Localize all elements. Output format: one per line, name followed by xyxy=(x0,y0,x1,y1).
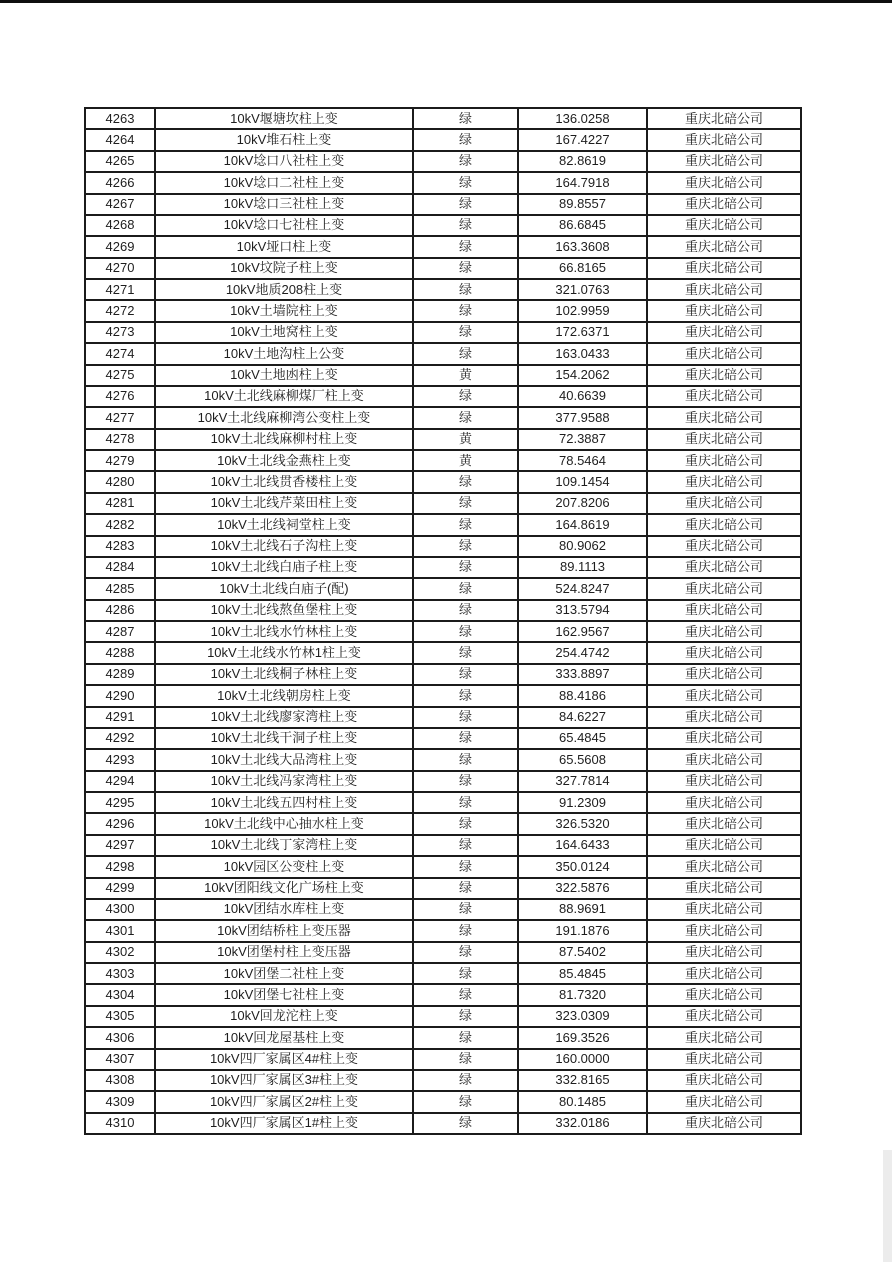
table-row xyxy=(85,1027,801,1048)
table-row xyxy=(85,813,801,834)
table-cell-value: 102.9959 xyxy=(518,300,647,321)
table-row xyxy=(85,279,801,300)
table-cell-value: 377.9588 xyxy=(518,407,647,428)
table-cell-company: 重庆北碚公司 xyxy=(647,407,801,428)
table-row xyxy=(85,642,801,663)
table-cell-serial: 4269 xyxy=(85,236,155,257)
table-cell-company: 重庆北碚公司 xyxy=(647,1113,801,1134)
table-row xyxy=(85,621,801,642)
table-cell-color: 黄 xyxy=(413,429,518,450)
table-cell-name: 10kV土地沟柱上公变 xyxy=(155,343,413,364)
table-cell-company: 重庆北碚公司 xyxy=(647,600,801,621)
table-cell-serial: 4264 xyxy=(85,129,155,150)
table-cell-name: 10kV土北线干洞子柱上变 xyxy=(155,728,413,749)
table-cell-value: 85.4845 xyxy=(518,963,647,984)
table-cell-value: 332.0186 xyxy=(518,1113,647,1134)
table-cell-color: 绿 xyxy=(413,322,518,343)
table-cell-name: 10kV四厂家属区1#柱上变 xyxy=(155,1113,413,1134)
table-cell-company: 重庆北碚公司 xyxy=(647,300,801,321)
table-row xyxy=(85,963,801,984)
table-cell-name: 10kV土北线大品湾柱上变 xyxy=(155,749,413,770)
table-row xyxy=(85,450,801,471)
table-cell-color: 绿 xyxy=(413,215,518,236)
table-cell-serial: 4304 xyxy=(85,984,155,1005)
table-cell-serial: 4270 xyxy=(85,258,155,279)
table-cell-value: 72.3887 xyxy=(518,429,647,450)
table-cell-serial: 4299 xyxy=(85,878,155,899)
table-row xyxy=(85,151,801,172)
table-cell-serial: 4310 xyxy=(85,1113,155,1134)
table-row xyxy=(85,343,801,364)
table-cell-company: 重庆北碚公司 xyxy=(647,685,801,706)
table-cell-color: 绿 xyxy=(413,942,518,963)
table-cell-company: 重庆北碚公司 xyxy=(647,557,801,578)
table-cell-value: 136.0258 xyxy=(518,108,647,129)
table-cell-color: 绿 xyxy=(413,557,518,578)
table-cell-value: 333.8897 xyxy=(518,664,647,685)
table-cell-name: 10kV埝口八社柱上变 xyxy=(155,151,413,172)
table-cell-company: 重庆北碚公司 xyxy=(647,450,801,471)
table-cell-company: 重庆北碚公司 xyxy=(647,429,801,450)
table-cell-serial: 4295 xyxy=(85,792,155,813)
table-row xyxy=(85,771,801,792)
table-row xyxy=(85,707,801,728)
table-cell-company: 重庆北碚公司 xyxy=(647,771,801,792)
table-cell-serial: 4279 xyxy=(85,450,155,471)
table-cell-color: 绿 xyxy=(413,749,518,770)
table-cell-serial: 4280 xyxy=(85,471,155,492)
table-cell-serial: 4275 xyxy=(85,365,155,386)
table-cell-color: 绿 xyxy=(413,878,518,899)
table-cell-name: 10kV土北线丁家湾柱上变 xyxy=(155,835,413,856)
table-cell-value: 327.7814 xyxy=(518,771,647,792)
table-cell-serial: 4277 xyxy=(85,407,155,428)
table-row xyxy=(85,129,801,150)
table-cell-name: 10kV土北线白庙子柱上变 xyxy=(155,557,413,578)
table-cell-value: 172.6371 xyxy=(518,322,647,343)
table-row xyxy=(85,322,801,343)
table-cell-name: 10kV团结桥柱上变压器 xyxy=(155,920,413,941)
table-cell-name: 10kV土北线金燕柱上变 xyxy=(155,450,413,471)
table-cell-company: 重庆北碚公司 xyxy=(647,365,801,386)
table-cell-name: 10kV土墙院柱上变 xyxy=(155,300,413,321)
table-cell-color: 绿 xyxy=(413,771,518,792)
table-cell-color: 绿 xyxy=(413,536,518,557)
table-cell-name: 10kV团堡七社柱上变 xyxy=(155,984,413,1005)
table-cell-company: 重庆北碚公司 xyxy=(647,1070,801,1091)
table-row xyxy=(85,685,801,706)
table-row xyxy=(85,172,801,193)
table-cell-value: 254.4742 xyxy=(518,642,647,663)
table-cell-name: 10kV土北线中心抽水柱上变 xyxy=(155,813,413,834)
table-cell-color: 绿 xyxy=(413,963,518,984)
table-cell-name: 10kV四厂家属区3#柱上变 xyxy=(155,1070,413,1091)
table-cell-serial: 4272 xyxy=(85,300,155,321)
table-cell-company: 重庆北碚公司 xyxy=(647,343,801,364)
table-cell-company: 重庆北碚公司 xyxy=(647,728,801,749)
table-row xyxy=(85,792,801,813)
table-cell-color: 绿 xyxy=(413,194,518,215)
table-cell-value: 91.2309 xyxy=(518,792,647,813)
table-cell-name: 10kV土北线麻柳湾公变柱上变 xyxy=(155,407,413,428)
table-cell-company: 重庆北碚公司 xyxy=(647,621,801,642)
table-cell-serial: 4271 xyxy=(85,279,155,300)
table-cell-company: 重庆北碚公司 xyxy=(647,236,801,257)
table-cell-value: 86.6845 xyxy=(518,215,647,236)
table-row xyxy=(85,215,801,236)
table-cell-serial: 4307 xyxy=(85,1049,155,1070)
table-cell-serial: 4308 xyxy=(85,1070,155,1091)
table-cell-company: 重庆北碚公司 xyxy=(647,258,801,279)
table-cell-serial: 4288 xyxy=(85,642,155,663)
table-row xyxy=(85,493,801,514)
table-cell-value: 332.8165 xyxy=(518,1070,647,1091)
table-cell-color: 绿 xyxy=(413,300,518,321)
table-cell-color: 绿 xyxy=(413,792,518,813)
table-cell-value: 160.0000 xyxy=(518,1049,647,1070)
table-cell-company: 重庆北碚公司 xyxy=(647,194,801,215)
table-cell-color: 绿 xyxy=(413,1027,518,1048)
table-cell-company: 重庆北碚公司 xyxy=(647,963,801,984)
table-cell-serial: 4265 xyxy=(85,151,155,172)
table-cell-name: 10kV四厂家属区2#柱上变 xyxy=(155,1091,413,1112)
table-cell-company: 重庆北碚公司 xyxy=(647,493,801,514)
table-row xyxy=(85,1113,801,1134)
table-cell-name: 10kV土北线麻柳煤厂柱上变 xyxy=(155,386,413,407)
table-cell-company: 重庆北碚公司 xyxy=(647,215,801,236)
table-cell-serial: 4303 xyxy=(85,963,155,984)
table-row xyxy=(85,749,801,770)
table-cell-serial: 4296 xyxy=(85,813,155,834)
table-cell-value: 65.4845 xyxy=(518,728,647,749)
table-cell-name: 10kV土北线水竹林柱上变 xyxy=(155,621,413,642)
table-row xyxy=(85,728,801,749)
table-row xyxy=(85,600,801,621)
table-row xyxy=(85,856,801,877)
table-cell-value: 191.1876 xyxy=(518,920,647,941)
table-cell-serial: 4309 xyxy=(85,1091,155,1112)
table-cell-company: 重庆北碚公司 xyxy=(647,899,801,920)
table-cell-company: 重庆北碚公司 xyxy=(647,878,801,899)
table-row xyxy=(85,899,801,920)
table-cell-serial: 4293 xyxy=(85,749,155,770)
table-cell-value: 326.5320 xyxy=(518,813,647,834)
table-cell-name: 10kV土北线水竹林1柱上变 xyxy=(155,642,413,663)
table-cell-company: 重庆北碚公司 xyxy=(647,172,801,193)
table-cell-color: 绿 xyxy=(413,471,518,492)
table-cell-name: 10kV团结水库柱上变 xyxy=(155,899,413,920)
table-cell-company: 重庆北碚公司 xyxy=(647,471,801,492)
table-cell-value: 350.0124 xyxy=(518,856,647,877)
table-cell-name: 10kV土北线朝房柱上变 xyxy=(155,685,413,706)
table-cell-name: 10kV回龙屋基柱上变 xyxy=(155,1027,413,1048)
table-cell-company: 重庆北碚公司 xyxy=(647,920,801,941)
table-cell-name: 10kV埝口三社柱上变 xyxy=(155,194,413,215)
table-cell-company: 重庆北碚公司 xyxy=(647,642,801,663)
table-cell-name: 10kV土北线白庙子(配) xyxy=(155,578,413,599)
table-row xyxy=(85,1049,801,1070)
table-cell-company: 重庆北碚公司 xyxy=(647,813,801,834)
table-row xyxy=(85,1006,801,1027)
table-cell-name: 10kV土地窝柱上变 xyxy=(155,322,413,343)
table-cell-color: 绿 xyxy=(413,642,518,663)
table-cell-color: 绿 xyxy=(413,899,518,920)
table-cell-value: 169.3526 xyxy=(518,1027,647,1048)
table-cell-serial: 4266 xyxy=(85,172,155,193)
table-cell-serial: 4268 xyxy=(85,215,155,236)
table-cell-value: 207.8206 xyxy=(518,493,647,514)
table-cell-name: 10kV埝口二社柱上变 xyxy=(155,172,413,193)
table-cell-name: 10kV土北线熬鱼堡柱上变 xyxy=(155,600,413,621)
table-cell-company: 重庆北碚公司 xyxy=(647,514,801,535)
table-cell-name: 10kV土北线廖家湾柱上变 xyxy=(155,707,413,728)
table-cell-value: 81.7320 xyxy=(518,984,647,1005)
table-cell-color: 绿 xyxy=(413,343,518,364)
table-cell-color: 绿 xyxy=(413,279,518,300)
table-cell-serial: 4306 xyxy=(85,1027,155,1048)
table-cell-value: 109.1454 xyxy=(518,471,647,492)
table-cell-value: 164.8619 xyxy=(518,514,647,535)
table-cell-company: 重庆北碚公司 xyxy=(647,835,801,856)
table-row xyxy=(85,471,801,492)
table-cell-color: 绿 xyxy=(413,1091,518,1112)
table-cell-serial: 4298 xyxy=(85,856,155,877)
table-cell-value: 322.5876 xyxy=(518,878,647,899)
table-cell-value: 65.5608 xyxy=(518,749,647,770)
table-cell-value: 163.0433 xyxy=(518,343,647,364)
table-cell-color: 绿 xyxy=(413,129,518,150)
table-cell-value: 80.9062 xyxy=(518,536,647,557)
transformer-table xyxy=(84,107,802,1135)
table-cell-value: 313.5794 xyxy=(518,600,647,621)
table-cell-color: 绿 xyxy=(413,578,518,599)
table-cell-serial: 4283 xyxy=(85,536,155,557)
table-cell-color: 绿 xyxy=(413,514,518,535)
table-cell-serial: 4281 xyxy=(85,493,155,514)
table-cell-serial: 4267 xyxy=(85,194,155,215)
table-cell-value: 89.8557 xyxy=(518,194,647,215)
table-row xyxy=(85,300,801,321)
table-cell-serial: 4278 xyxy=(85,429,155,450)
table-cell-serial: 4305 xyxy=(85,1006,155,1027)
table-cell-value: 321.0763 xyxy=(518,279,647,300)
table-cell-value: 80.1485 xyxy=(518,1091,647,1112)
table-cell-color: 绿 xyxy=(413,856,518,877)
table-cell-name: 10kV土地凼柱上变 xyxy=(155,365,413,386)
table-cell-name: 10kV土北线祠堂柱上变 xyxy=(155,514,413,535)
table-cell-color: 绿 xyxy=(413,258,518,279)
table-cell-name: 10kV团堡二社柱上变 xyxy=(155,963,413,984)
table-cell-color: 绿 xyxy=(413,685,518,706)
table-cell-serial: 4291 xyxy=(85,707,155,728)
table-row xyxy=(85,407,801,428)
table-cell-name: 10kV土北线芹菜田柱上变 xyxy=(155,493,413,514)
table-cell-name: 10kV团阳线文化广场柱上变 xyxy=(155,878,413,899)
table-cell-serial: 4284 xyxy=(85,557,155,578)
table-row xyxy=(85,557,801,578)
table-cell-serial: 4282 xyxy=(85,514,155,535)
table-cell-value: 40.6639 xyxy=(518,386,647,407)
table-cell-serial: 4273 xyxy=(85,322,155,343)
table-row xyxy=(85,429,801,450)
table-cell-company: 重庆北碚公司 xyxy=(647,536,801,557)
table-cell-color: 绿 xyxy=(413,728,518,749)
table-cell-color: 黄 xyxy=(413,365,518,386)
table-cell-color: 绿 xyxy=(413,236,518,257)
table-cell-serial: 4276 xyxy=(85,386,155,407)
table-cell-company: 重庆北碚公司 xyxy=(647,151,801,172)
table-cell-name: 10kV堰塘坎柱上变 xyxy=(155,108,413,129)
table-cell-name: 10kV土北线桐子林柱上变 xyxy=(155,664,413,685)
table-row xyxy=(85,942,801,963)
table-cell-name: 10kV埝口七社柱上变 xyxy=(155,215,413,236)
table-cell-name: 10kV土北线贯香楼柱上变 xyxy=(155,471,413,492)
page-top-edge-line xyxy=(0,0,892,3)
table-cell-name: 10kV土北线麻柳村柱上变 xyxy=(155,429,413,450)
table-cell-serial: 4286 xyxy=(85,600,155,621)
table-cell-value: 84.6227 xyxy=(518,707,647,728)
table-cell-company: 重庆北碚公司 xyxy=(647,386,801,407)
table-cell-color: 绿 xyxy=(413,984,518,1005)
table-cell-color: 绿 xyxy=(413,386,518,407)
table-cell-serial: 4300 xyxy=(85,899,155,920)
table-cell-serial: 4292 xyxy=(85,728,155,749)
table-cell-value: 162.9567 xyxy=(518,621,647,642)
table-cell-name: 10kV四厂家属区4#柱上变 xyxy=(155,1049,413,1070)
table-cell-color: 绿 xyxy=(413,1113,518,1134)
table-cell-value: 524.8247 xyxy=(518,578,647,599)
table-cell-serial: 4287 xyxy=(85,621,155,642)
transformer-table-body xyxy=(85,108,801,1134)
table-cell-value: 78.5464 xyxy=(518,450,647,471)
table-cell-color: 绿 xyxy=(413,707,518,728)
table-cell-value: 167.4227 xyxy=(518,129,647,150)
table-cell-company: 重庆北碚公司 xyxy=(647,1049,801,1070)
table-cell-company: 重庆北碚公司 xyxy=(647,1091,801,1112)
table-row xyxy=(85,365,801,386)
table-cell-serial: 4302 xyxy=(85,942,155,963)
table-cell-value: 88.9691 xyxy=(518,899,647,920)
table-cell-serial: 4290 xyxy=(85,685,155,706)
table-cell-value: 88.4186 xyxy=(518,685,647,706)
table-row xyxy=(85,536,801,557)
table-cell-color: 绿 xyxy=(413,407,518,428)
table-row xyxy=(85,1070,801,1091)
table-cell-name: 10kV垭口柱上变 xyxy=(155,236,413,257)
table-cell-company: 重庆北碚公司 xyxy=(647,984,801,1005)
table-cell-value: 89.1113 xyxy=(518,557,647,578)
table-cell-name: 10kV团堡村柱上变压器 xyxy=(155,942,413,963)
table-cell-color: 绿 xyxy=(413,920,518,941)
table-cell-color: 绿 xyxy=(413,621,518,642)
table-cell-company: 重庆北碚公司 xyxy=(647,856,801,877)
table-cell-value: 82.8619 xyxy=(518,151,647,172)
table-cell-serial: 4301 xyxy=(85,920,155,941)
table-row xyxy=(85,258,801,279)
table-cell-company: 重庆北碚公司 xyxy=(647,1027,801,1048)
table-cell-color: 绿 xyxy=(413,1070,518,1091)
table-cell-serial: 4274 xyxy=(85,343,155,364)
table-cell-company: 重庆北碚公司 xyxy=(647,749,801,770)
table-cell-color: 绿 xyxy=(413,151,518,172)
table-cell-name: 10kV回龙沱柱上变 xyxy=(155,1006,413,1027)
table-cell-name: 10kV土北线冯家湾柱上变 xyxy=(155,771,413,792)
table-cell-serial: 4285 xyxy=(85,578,155,599)
table-cell-company: 重庆北碚公司 xyxy=(647,942,801,963)
table-row xyxy=(85,236,801,257)
table-cell-company: 重庆北碚公司 xyxy=(647,322,801,343)
table-cell-color: 绿 xyxy=(413,813,518,834)
table-row xyxy=(85,920,801,941)
table-row xyxy=(85,194,801,215)
table-row xyxy=(85,514,801,535)
table-row xyxy=(85,1091,801,1112)
table-cell-value: 164.6433 xyxy=(518,835,647,856)
table-cell-name: 10kV土北线五四村柱上变 xyxy=(155,792,413,813)
table-cell-company: 重庆北碚公司 xyxy=(647,108,801,129)
table-cell-value: 323.0309 xyxy=(518,1006,647,1027)
table-cell-name: 10kV园区公变柱上变 xyxy=(155,856,413,877)
table-cell-color: 绿 xyxy=(413,108,518,129)
table-cell-value: 163.3608 xyxy=(518,236,647,257)
table-row xyxy=(85,578,801,599)
table-cell-color: 黄 xyxy=(413,450,518,471)
table-cell-color: 绿 xyxy=(413,664,518,685)
table-cell-company: 重庆北碚公司 xyxy=(647,792,801,813)
table-cell-color: 绿 xyxy=(413,172,518,193)
table-cell-color: 绿 xyxy=(413,1049,518,1070)
table-cell-color: 绿 xyxy=(413,493,518,514)
table-cell-company: 重庆北碚公司 xyxy=(647,1006,801,1027)
table-cell-company: 重庆北碚公司 xyxy=(647,664,801,685)
table-cell-serial: 4263 xyxy=(85,108,155,129)
table-cell-name: 10kV地质208柱上变 xyxy=(155,279,413,300)
table-cell-color: 绿 xyxy=(413,600,518,621)
table-cell-value: 87.5402 xyxy=(518,942,647,963)
table-row xyxy=(85,835,801,856)
table-cell-value: 154.2062 xyxy=(518,365,647,386)
table-cell-serial: 4297 xyxy=(85,835,155,856)
scan-edge-artifact xyxy=(883,1150,892,1262)
table-cell-value: 66.8165 xyxy=(518,258,647,279)
table-row xyxy=(85,664,801,685)
table-row xyxy=(85,108,801,129)
table-cell-company: 重庆北碚公司 xyxy=(647,129,801,150)
table-cell-serial: 4289 xyxy=(85,664,155,685)
table-row xyxy=(85,984,801,1005)
table-cell-company: 重庆北碚公司 xyxy=(647,707,801,728)
table-row xyxy=(85,878,801,899)
table-cell-name: 10kV堆石柱上变 xyxy=(155,129,413,150)
table-row xyxy=(85,386,801,407)
table-cell-color: 绿 xyxy=(413,835,518,856)
table-cell-company: 重庆北碚公司 xyxy=(647,279,801,300)
table-cell-name: 10kV坟院子柱上变 xyxy=(155,258,413,279)
table-cell-value: 164.7918 xyxy=(518,172,647,193)
table-cell-name: 10kV土北线石子沟柱上变 xyxy=(155,536,413,557)
table-cell-color: 绿 xyxy=(413,1006,518,1027)
table-cell-serial: 4294 xyxy=(85,771,155,792)
table-cell-company: 重庆北碚公司 xyxy=(647,578,801,599)
